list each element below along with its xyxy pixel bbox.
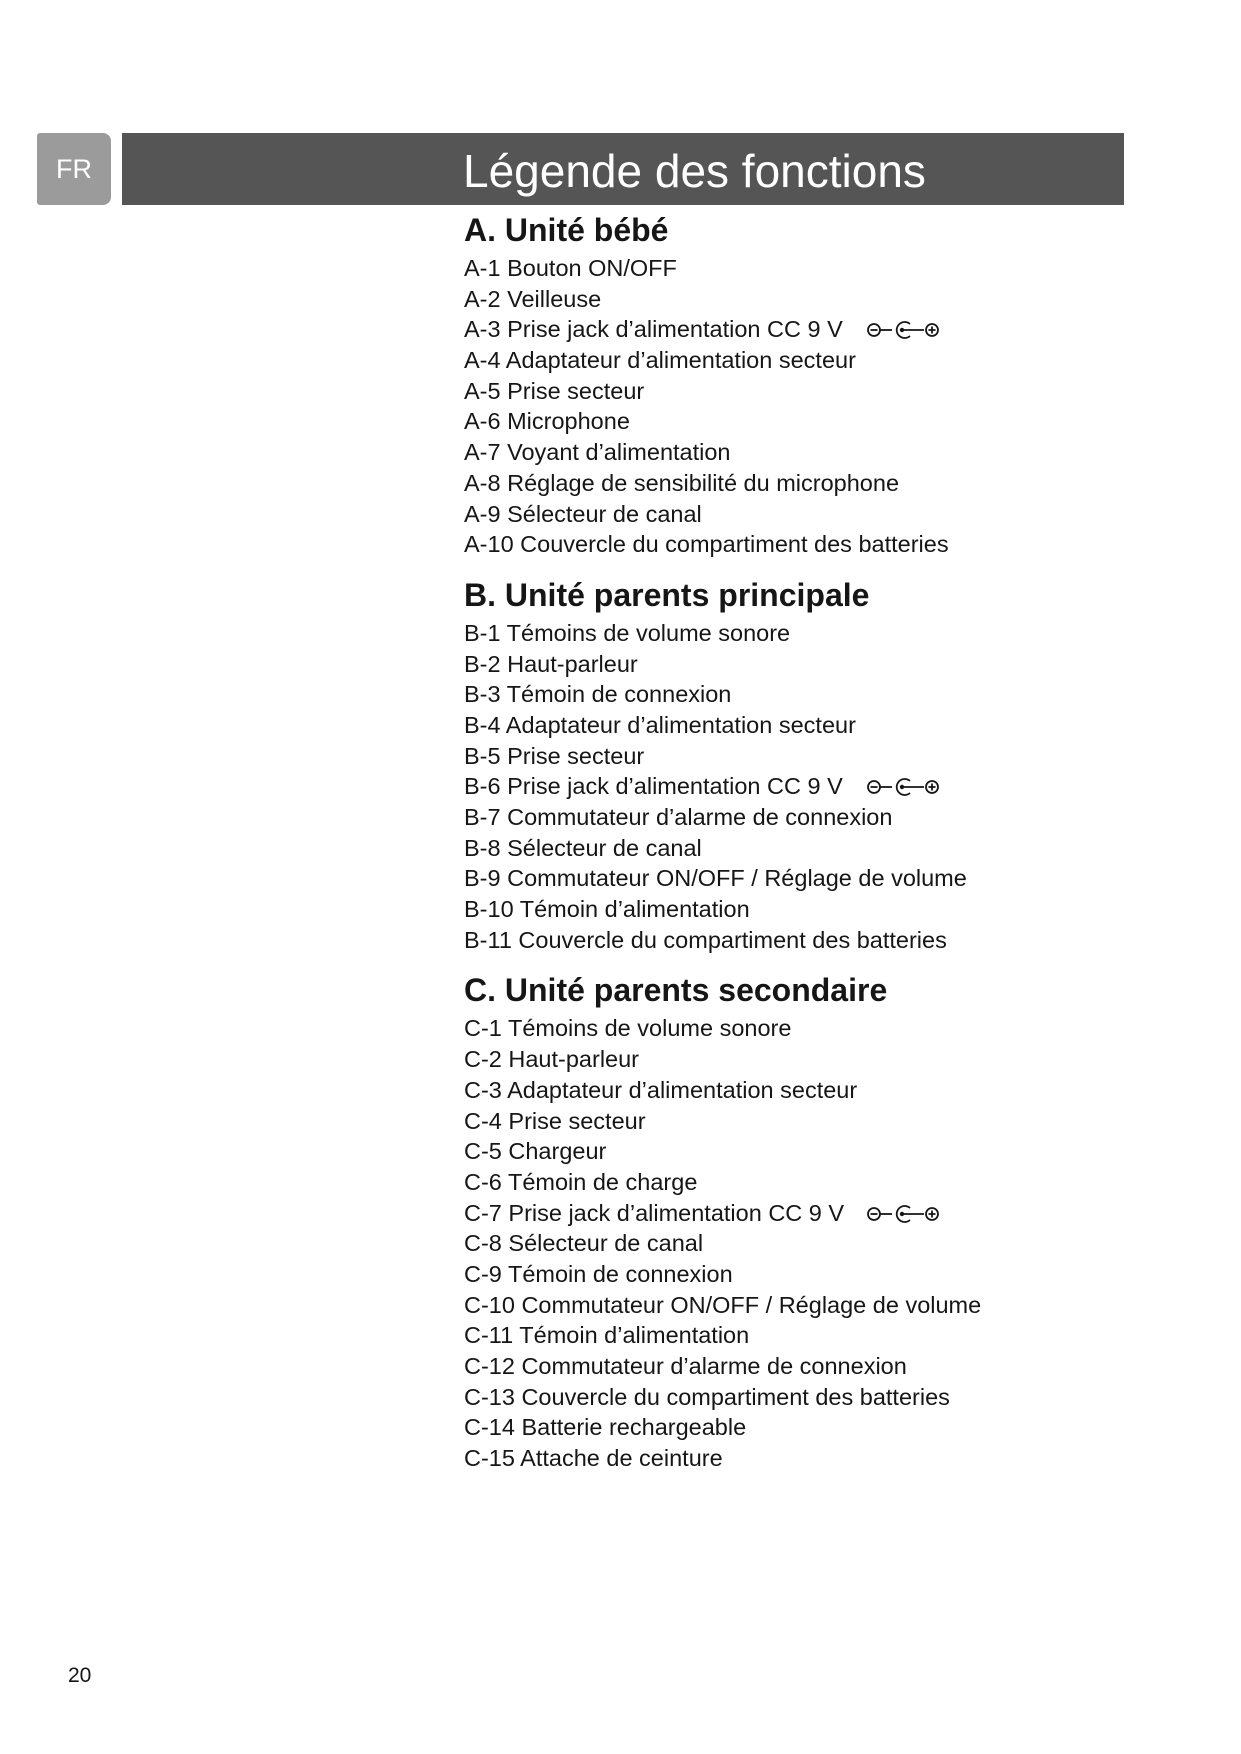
- list-item: B-7 Commutateur d’alarme de connexion: [464, 804, 893, 830]
- list-item: C-3 Adaptateur d’alimentation secteur: [464, 1076, 858, 1103]
- list-item: C-7 Prise jack d’alimentation CC 9 V: [464, 1198, 1104, 1229]
- list-item: B-10 Témoin d’alimentation: [464, 896, 750, 923]
- list-item: C-9 Témoin de connexion: [464, 1260, 733, 1287]
- section-heading: B. Unité parents principale: [464, 576, 870, 613]
- list-item: C-10 Commutateur ON/OFF / Réglage de volume: [464, 1291, 982, 1318]
- page-number: 20: [68, 1664, 92, 1687]
- list-item: A-4 Adaptateur d’alimentation secteur: [464, 347, 856, 374]
- list-item: B-8 Sélecteur de canal: [464, 834, 702, 861]
- list-item: C-2 Haut-parleur: [464, 1046, 640, 1073]
- list-item: C-14 Batterie rechargeable: [464, 1414, 747, 1441]
- list-item: A-7 Voyant d’alimentation: [464, 439, 731, 466]
- list-item: B-5 Prise secteur: [464, 742, 645, 769]
- list-item: B-11 Couvercle du compartiment des batteries: [464, 926, 947, 953]
- list-item: A-6 Microphone: [464, 408, 630, 435]
- section-baby-unit: [464, 207, 1104, 560]
- list-item: A-3 Prise jack d’alimentation CC 9 V: [464, 314, 1104, 345]
- language-tab: FR: [37, 133, 111, 205]
- list-item: B-9 Commutateur ON/OFF / Réglage de volume: [464, 865, 967, 892]
- list-item: A-8 Réglage de sensibilité du microphone: [464, 469, 900, 496]
- list-item: A-1 Bouton ON/OFF: [464, 255, 677, 281]
- list-item: C-6 Témoin de charge: [464, 1168, 698, 1195]
- list-item: B-2 Haut-parleur: [464, 650, 638, 677]
- section-secondary-parent-unit: [464, 967, 1104, 1473]
- list-item: B-3 Témoin de connexion: [464, 681, 732, 708]
- dc-polarity-symbol-icon: [864, 319, 946, 341]
- list-item: C-8 Sélecteur de canal: [464, 1230, 704, 1257]
- title-bar: [122, 133, 1124, 205]
- list-item: A-9 Sélecteur de canal: [464, 500, 702, 527]
- section-heading: A. Unité bébé: [464, 212, 669, 248]
- list-item: A-2 Veilleuse: [464, 285, 602, 312]
- section-heading: C. Unité parents secondaire: [464, 972, 888, 1009]
- list-item: C-5 Chargeur: [464, 1138, 607, 1165]
- list-item: C-13 Couvercle du compartiment des batteries: [464, 1383, 950, 1410]
- dc-polarity-symbol-icon: [864, 776, 946, 798]
- list-item: C-11 Témoin d’alimentation: [464, 1322, 750, 1349]
- function-legend: [464, 207, 1104, 1486]
- section-main-parent-unit: [464, 572, 1104, 956]
- dc-polarity-symbol-icon: [864, 1203, 946, 1225]
- list-item: C-15 Attache de ceinture: [464, 1445, 723, 1472]
- list-item: A-10 Couvercle du compartiment des batteries: [464, 531, 949, 558]
- list-item: A-5 Prise secteur: [464, 377, 645, 404]
- list-item: C-4 Prise secteur: [464, 1107, 646, 1134]
- list-item: B-1 Témoins de volume sonore: [464, 619, 791, 646]
- page-title: Légende des fonctions: [463, 145, 926, 197]
- list-item: C-12 Commutateur d’alarme de connexion: [464, 1353, 907, 1379]
- list-item: B-4 Adaptateur d’alimentation secteur: [464, 711, 856, 738]
- list-item: B-6 Prise jack d’alimentation CC 9 V: [464, 771, 1104, 802]
- list-item: C-1 Témoins de volume sonore: [464, 1015, 792, 1042]
